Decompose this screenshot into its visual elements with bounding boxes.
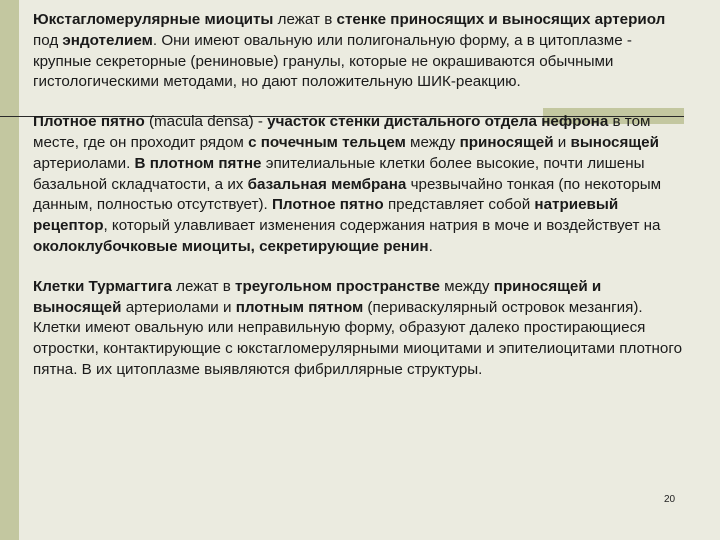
text-run: . <box>428 237 433 255</box>
bold-term: треугольном пространстве <box>235 277 440 295</box>
bold-term: участок стенки дистального отдела нефрона <box>267 113 609 131</box>
text-run: артериолами и <box>121 298 236 316</box>
bold-term: с почечным тельцем <box>248 133 406 151</box>
bold-term: стенке приносящих и выносящих артериол <box>336 11 666 28</box>
bold-term: плотным пятном <box>235 298 364 316</box>
slide-body <box>33 10 693 381</box>
paragraph-juxtaglomerular <box>33 10 693 93</box>
bold-term: выносящей <box>570 133 659 151</box>
text-run: артериолами. <box>33 154 135 172</box>
paragraph-goormaghtigh-cells <box>33 277 693 381</box>
text-run: лежат в <box>171 277 236 295</box>
left-accent-bar <box>0 0 19 540</box>
text-run: между <box>405 133 460 151</box>
text-run: . Они имеют овальную или полигональную форму, а в цитоплазме - крупные секреторные (рениновые) гранулы, которые не окрашиваются обычными гистологическими методами, но дают положительную ШИК-реакцию. <box>33 31 632 91</box>
text-run: лежат в <box>273 11 337 28</box>
bold-term: околоклубочковые миоциты, секретирующие ренин <box>33 237 429 255</box>
bold-term: эндотелием <box>62 31 153 49</box>
text-run: , который улавливает изменения содержания натрия в моче и воздействует на <box>103 217 661 235</box>
bold-term: Плотное пятно <box>271 196 384 214</box>
text-run: в том месте, где он проходит рядом <box>33 113 651 151</box>
bold-term: Клетки Турмагтига <box>33 277 172 295</box>
text-run: между <box>439 277 494 295</box>
bold-term: базальная мембрана <box>247 175 407 193</box>
text-run: эпителиальные клетки более высокие, почти лишены базальной складчатости, а их <box>33 154 645 193</box>
text-run: представляет собой <box>383 196 535 214</box>
bold-term: натриевый рецептор <box>33 196 619 235</box>
bold-term: Плотное пятно <box>33 113 145 131</box>
paragraph-macula-densa <box>33 112 693 258</box>
text-run: (macula densa) - <box>144 113 268 131</box>
bold-term: приносящей <box>459 133 554 151</box>
text-run: (периваскулярный островок мезангия). Клетки имеют овальную или неправильную форму, образуют далеко простирающиеся отростки, контактирующие с юкстагломерулярными миоцитами и эпителиоцитами плотного пятна. В их цитоплазме выявляются фибриллярные структуры. <box>33 298 683 378</box>
bold-term: приносящей и выносящей <box>33 277 602 316</box>
bold-term: В плотном пятне <box>134 154 262 172</box>
text-run: под <box>33 31 63 49</box>
text-run: чрезвычайно тонкая (по некоторым данным, полностью отсутствует). <box>33 175 662 214</box>
page-number: 20 <box>664 494 676 505</box>
bold-term: Юкстагломерулярные миоциты <box>33 11 274 28</box>
text-run: и <box>553 133 571 151</box>
